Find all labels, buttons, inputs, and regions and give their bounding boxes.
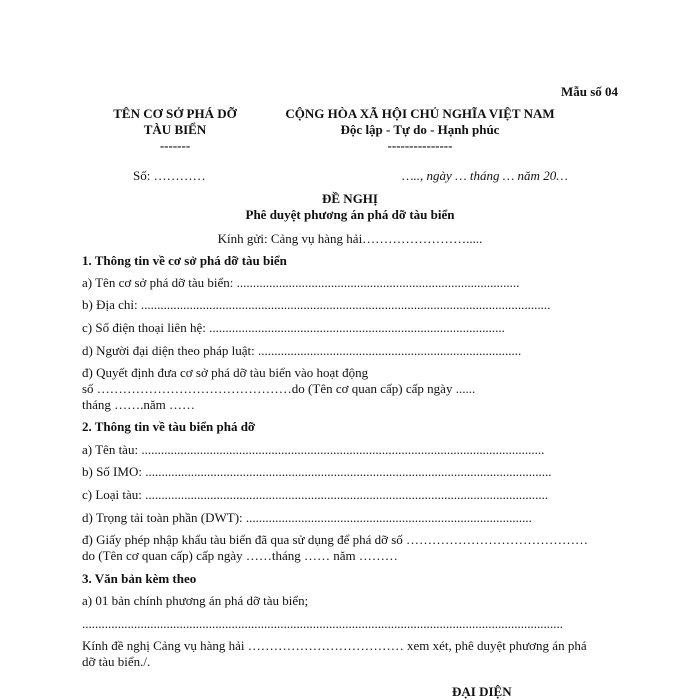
section1-item-a: a) Tên cơ sở phá dỡ tàu biển: .......................................................................................: [82, 275, 520, 290]
document-title: ĐỀ NGHỊ: [322, 191, 378, 206]
signature-title: ĐẠI DIỆN: [452, 684, 512, 699]
section2-item-e-line2: do (Tên cơ quan cấp) cấp ngày ……tháng …… năm ………: [82, 548, 398, 563]
section2-item-c: c) Loại tàu: ............................................................................................................................: [82, 487, 549, 502]
section2-item-a: a) Tên tàu: ............................................................................................................................: [82, 442, 545, 457]
republic-title: CỘNG HÒA XÃ HỘI CHỦ NGHĨA VIỆT NAM: [285, 106, 555, 121]
closing-line1: Kính đề nghị Cảng vụ hàng hải ……………………………… xem xét, phê duyệt phương án phá: [82, 638, 587, 653]
section1-item-e-line3: tháng …….năm ……: [82, 397, 196, 412]
form-code: Mẫu số 04: [561, 84, 619, 99]
section1-heading: 1. Thông tin về cơ sở phá dỡ tàu biển: [82, 253, 287, 268]
org-name-line2: TÀU BIỂN: [143, 122, 207, 137]
section2-item-b: b) Số IMO: .............................................................................................................................: [82, 464, 552, 479]
republic-rule: ---------------: [387, 138, 453, 153]
document-number: Số: …………: [133, 168, 206, 183]
section1-item-d: d) Người đại diện theo pháp luật: .................................................................................: [82, 343, 522, 358]
section3-heading: 3. Văn bản kèm theo: [82, 571, 197, 586]
section2-heading: 2. Thông tin về tàu biển phá dỡ: [82, 419, 256, 434]
section1-item-e-line2: số ………………………………………do (Tên cơ quan cấp) cấp ngày ......: [82, 381, 476, 396]
org-name-rule: -------: [159, 138, 191, 153]
section1-item-b: b) Địa chỉ: ..............................................................................................................................: [82, 297, 551, 312]
section3-dotted-line: ....................................................................................................................................................: [82, 616, 563, 631]
section1-item-e-line1: đ) Quyết định đưa cơ sở phá dỡ tàu biển vào hoạt động: [82, 365, 369, 380]
document-date: ….., ngày … tháng … năm 20…: [402, 168, 568, 183]
section2-item-e-line1: đ) Giấy phép nhập khẩu tàu biển đã qua sử dụng để phá dỡ số ……………………………………: [82, 532, 589, 547]
org-name-line1: TÊN CƠ SỞ PHÁ DỠ: [113, 106, 237, 121]
section3-item-a: a) 01 bản chính phương án phá dỡ tàu biển;: [82, 593, 309, 608]
closing-line2: dỡ tàu biển./.: [82, 654, 151, 669]
recipient-line: Kính gửi: Cảng vụ hàng hải…………………….....: [217, 231, 483, 246]
section1-item-c: c) Số điện thoại liên hệ: ...........................................................................................: [82, 320, 505, 335]
section2-item-d: d) Trọng tải toàn phần (DWT): ........................................................................................: [82, 510, 532, 525]
document-subtitle: Phê duyệt phương án phá dỡ tàu biển: [245, 207, 455, 222]
republic-motto: Độc lập - Tự do - Hạnh phúc: [340, 122, 500, 137]
